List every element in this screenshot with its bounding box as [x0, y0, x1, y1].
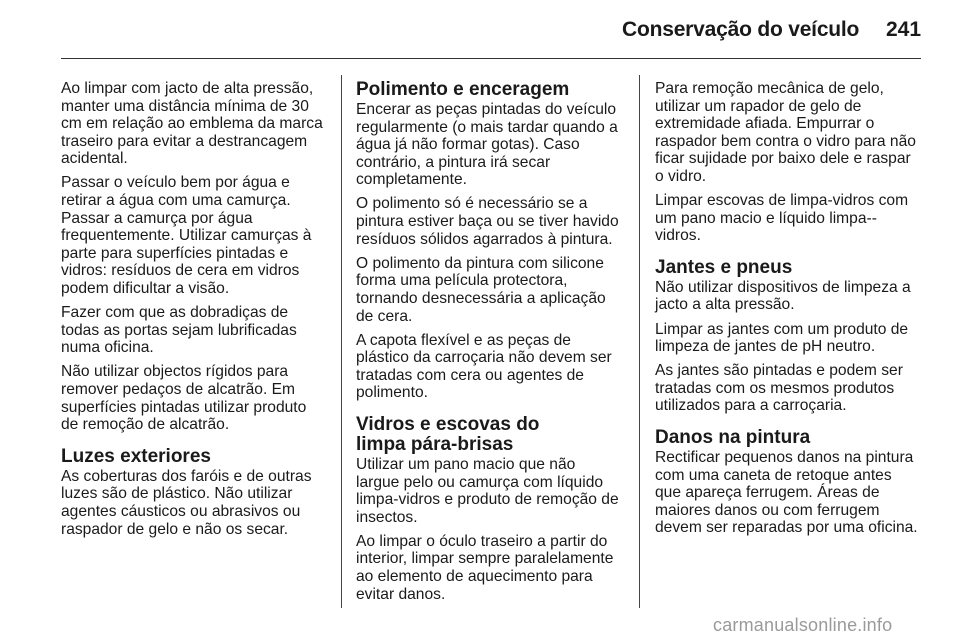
paragraph: O polimento só é necessário se a pintura estiver baça ou se tiver havido resíduos sólidos agarrados à pintura. [356, 195, 619, 248]
column-divider-left [341, 75, 342, 608]
section-heading-wheels-tyres: Jantes e pneus [655, 256, 793, 278]
page-header [0, 0, 960, 58]
watermark: carmanualsonline.info [713, 615, 893, 635]
header-divider [61, 58, 921, 59]
paragraph: A capota flexível e as peças de plástico da carroçaria não devem ser tratadas com cera ou agentes de polimento. [356, 331, 612, 402]
section-heading-polishing: Polimento e enceragem [356, 79, 570, 100]
paragraph: As jantes são pintadas e podem ser tratadas com os mesmos produtos utilizados para a carroçaria. [655, 362, 903, 415]
column-divider-right [639, 75, 640, 608]
heading-line: Vidros e escovas do [356, 414, 540, 435]
paragraph: Não utilizar dispositivos de limpeza a jacto a alta pressão. [655, 278, 911, 314]
paragraph: Limpar as jantes com um produto de limpeza de jantes de pH neutro. [655, 320, 909, 356]
paragraph: O polimento da pintura com silicone forma uma película protectora, tornando desnecessária a aplicação de cera. [356, 254, 606, 325]
paragraph: Fazer com que as dobradiças de todas as portas sejam lubrificadas numa oficina. [61, 304, 297, 357]
paragraph: Utilizar um pano macio que não largue pelo ou camurça com líquido limpa-vidros e produto de remoção de insectos. [356, 456, 619, 526]
paragraph: Ao limpar o óculo traseiro a partir do interior, limpar sempre paralelamente ao elemento de aquecimento para evitar danos. [356, 532, 614, 603]
paragraph: Encerar as peças pintadas do veículo regularmente (o mais tardar quando a água já não formar gotas). Caso contrário, a pintura irá secar completamente. [356, 101, 618, 189]
text-column-1 [61, 80, 325, 545]
paragraph: Rectificar pequenos danos na pintura com uma caneta de retoque antes que apareça ferrugem. Áreas de maiores danos ou com ferrugem devem ser reparadas por uma oficina. [655, 449, 918, 537]
text-column-3 [655, 80, 919, 543]
paragraph: Não utilizar objectos rígidos para remover pedaços de alcatrão. Em superfícies pintadas utilizar produto de remoção de alcatrão. [61, 363, 307, 434]
section-heading-paint-damage: Danos na pintura [655, 427, 811, 448]
paragraph: Passar o veículo bem por água e retirar a água com uma camurça. Passar a camurça por água frequentemente. Utilizar camurças à parte para superfícies pintadas e vidros: resíduos de cera em vidros podem dificultar a visão. [61, 174, 312, 298]
paragraph: Limpar escovas de limpa-vidros com um pano macio e líquido limpa--vidros. [655, 192, 909, 245]
page-title: Conservação do veículo [622, 18, 860, 41]
section-heading-windows-wipers [356, 415, 620, 455]
paragraph: Para remoção mecânica de gelo, utilizar um rapador de gelo de extremidade afiada. Empurrar o raspador bem contra o vidro para não ficar sujidade por baixo dele e raspar o vidro. [655, 80, 916, 185]
page-number: 241 [886, 18, 922, 41]
text-column-2 [356, 80, 620, 610]
heading-line: limpa pára-brisas [356, 434, 514, 455]
section-heading-exterior-lights: Luzes exteriores [61, 445, 211, 467]
paragraph: Ao limpar com jacto de alta pressão, manter uma distância mínima de 30 cm em relação ao emblema da marca traseiro para evitar a destrancagem acidental. [61, 80, 323, 168]
paragraph: As coberturas dos faróis e de outras luzes são de plástico. Não utilizar agentes cáusticos ou abrasivos ou raspador de gelo e não os secar. [61, 467, 312, 538]
